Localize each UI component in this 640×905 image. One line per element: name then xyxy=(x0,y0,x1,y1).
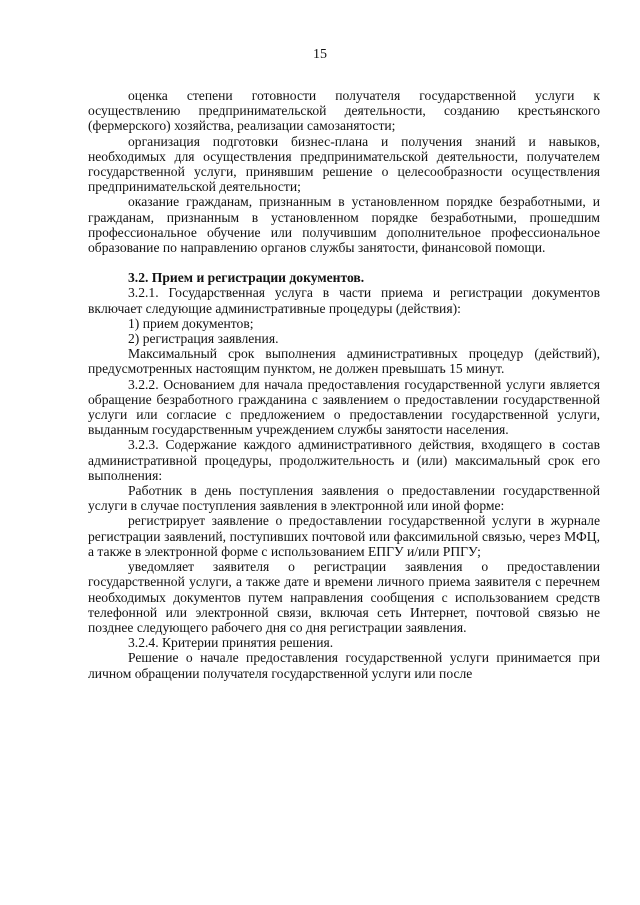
paragraph-3-2-2: 3.2.2. Основанием для начала предоставления государственной услуги является обращение безработного гражданина с заявлением о предоставлении государственной услуги или согласие с предложением о предоставлении государственной услуги, выданным государственным учреждением службы занятости населения. xyxy=(88,376,600,438)
list-item-1: 1) прием документов; xyxy=(128,315,254,331)
list-item-2: 2) регистрация заявления. xyxy=(128,331,279,347)
paragraph-3-2-3: 3.2.3. Содержание каждого административного действия, входящего в состав административной процедуры, продолжительность и (или) максимальный срок его выполнения: xyxy=(88,437,600,483)
paragraph-2: организация подготовки бизнес-плана и получения знаний и навыков, необходимых для осуществления предпринимательской деятельности, получателем государственной услуги, принявшим решение о целесообразности осуществления предпринимательской деятельности; xyxy=(88,133,600,195)
paragraph-1: оценка степени готовности получателя государственной услуги к осуществлению предпринимательской деятельности, созданию крестьянского (фермерского) хозяйства, реализации самозанятости; xyxy=(88,88,600,134)
page-number: 15 xyxy=(313,47,327,62)
paragraph-3-2-4: 3.2.4. Критерии принятия решения. xyxy=(128,635,334,651)
section-heading-3-2: 3.2. Прием и регистрации документов. xyxy=(128,270,365,286)
paragraph-notifies: уведомляет заявителя о регистрации заявления о предоставлении государственной услуги, а также дате и времени личного приема заявителя с перечнем необходимых документов путем направления сообщения с использованием средств телефонной или электронной связи, включая сеть Интернет, почтовой связью не позднее следующего рабочего дня со дня регистрации заявления. xyxy=(88,559,600,635)
paragraph-3-2-1: 3.2.1. Государственная услуга в части приема и регистрации документов включает следующие административные процедуры (действия): xyxy=(88,285,600,316)
paragraph-registers: регистрирует заявление о предоставлении государственной услуги в журнале регистрации заявлений, поступивших почтовой или факсимильной связью, через МФЦ, а также в электронной форме с использованием ЕПГУ и/или РПГУ; xyxy=(88,513,600,559)
paragraph-decision: Решение о начале предоставления государственной услуги принимается при личном обращении получателя государственной услуги или после xyxy=(88,650,600,681)
document-body xyxy=(88,88,600,681)
paragraph-max-time: Максимальный срок выполнения административных процедур (действий), предусмотренных настоящим пунктом, не должен превышать 15 минут. xyxy=(88,346,600,377)
paragraph-3: оказание гражданам, признанным в установленном порядке безработными, и гражданам, признанным в установленном порядке безработными, прошедшим профессиональное обучение или получившим дополнительное профессиональное образование по направлению органов службы занятости, финансовой помощи. xyxy=(88,194,600,256)
paragraph-worker: Работник в день поступления заявления о предоставлении государственной услуги в случае поступления заявления в электронной или иной форме: xyxy=(88,483,600,514)
